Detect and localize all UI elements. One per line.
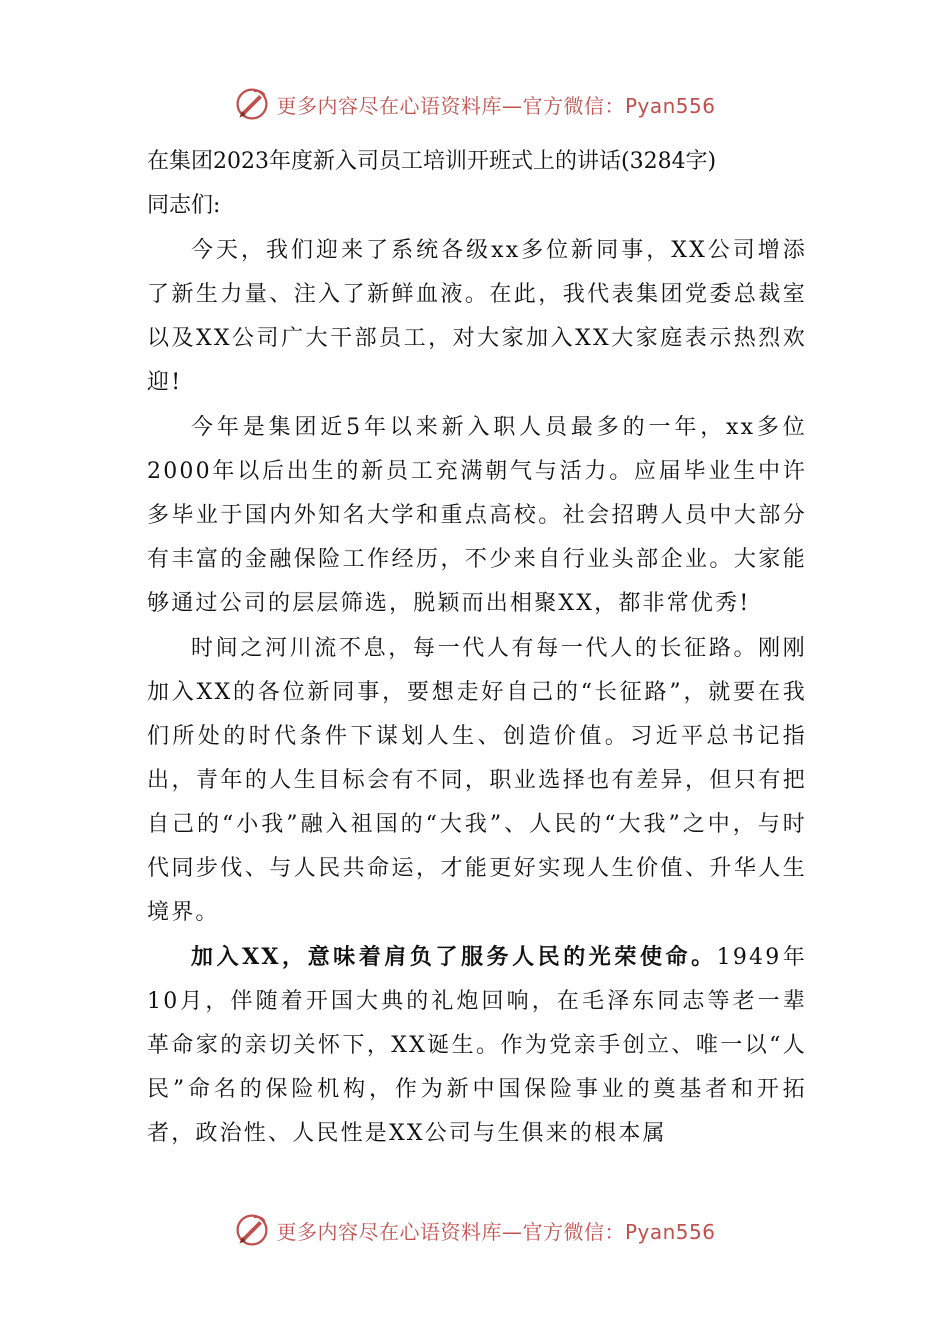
pen-logo-icon [234,86,270,122]
paragraph-4 [147,935,807,1156]
footer-banner-text: 更多内容尽在心语资料库—官方微信：Pyan556 [276,1219,716,1244]
paragraph-4-text: 1949年10月，伴随着开国大典的礼炮回响，在毛泽东同志等老一辈革命家的亲切关怀下，XX诞生。作为党亲手创立、唯一以“人民”命名的保险机构，作为新中国保险事业的奠基者和开拓者，政治性、人民性是XX公司与生俱来的根本属 [147,945,807,1146]
paragraph-1 [147,228,807,405]
footer-banner [0,1210,950,1250]
header-banner-content [234,86,715,122]
paragraph-2 [147,405,807,626]
paragraph-3 [147,626,807,935]
paragraph-2-text: 今年是集团近5年以来新入职人员最多的一年，xx多位2000年以后出生的新员工充满朝气与活力。应届毕业生中许多毕业于国内外知名大学和重点高校。社会招聘人员中大部分有丰富的金融保险工作经历，不少来自行业头部企业。大家能够通过公司的层层筛选，脱颖而出相聚XX，都非常优秀! [147,415,807,616]
paragraph-4-lead: 加入XX，意味着肩负了服务人民的光荣使命。 [191,944,717,970]
paragraph-3-text: 时间之河川流不息，每一代人有每一代人的长征路。刚刚加入XX的各位新同事，要想走好自己的“长征路”，就要在我们所处的时代条件下谋划人生、创造价值。习近平总书记指出，青年的人生目标会有不同，职业选择也有差异，但只有把自己的“小我”融入祖国的“大我”、人民的“大我”之中，与时代同步伐、与人民共命运，才能更好实现人生价值、升华人生境界。 [147,636,807,925]
greeting: 同志们: [147,193,221,218]
footer-banner-content [234,1212,715,1248]
document-body [147,140,807,1156]
header-banner-text: 更多内容尽在心语资料库—官方微信：Pyan556 [276,93,716,118]
header-banner [0,84,950,124]
document-title: 在集团2023年度新入司员工培训开班式上的讲话(3284字) [147,149,717,174]
pen-logo-icon [234,1212,270,1248]
paragraph-1-text: 今天，我们迎来了系统各级xx多位新同事，XX公司增添了新生力量、注入了新鲜血液。在此，我代表集团党委总裁室以及XX公司广大干部员工，对大家加入XX大家庭表示热烈欢迎! [147,238,807,395]
